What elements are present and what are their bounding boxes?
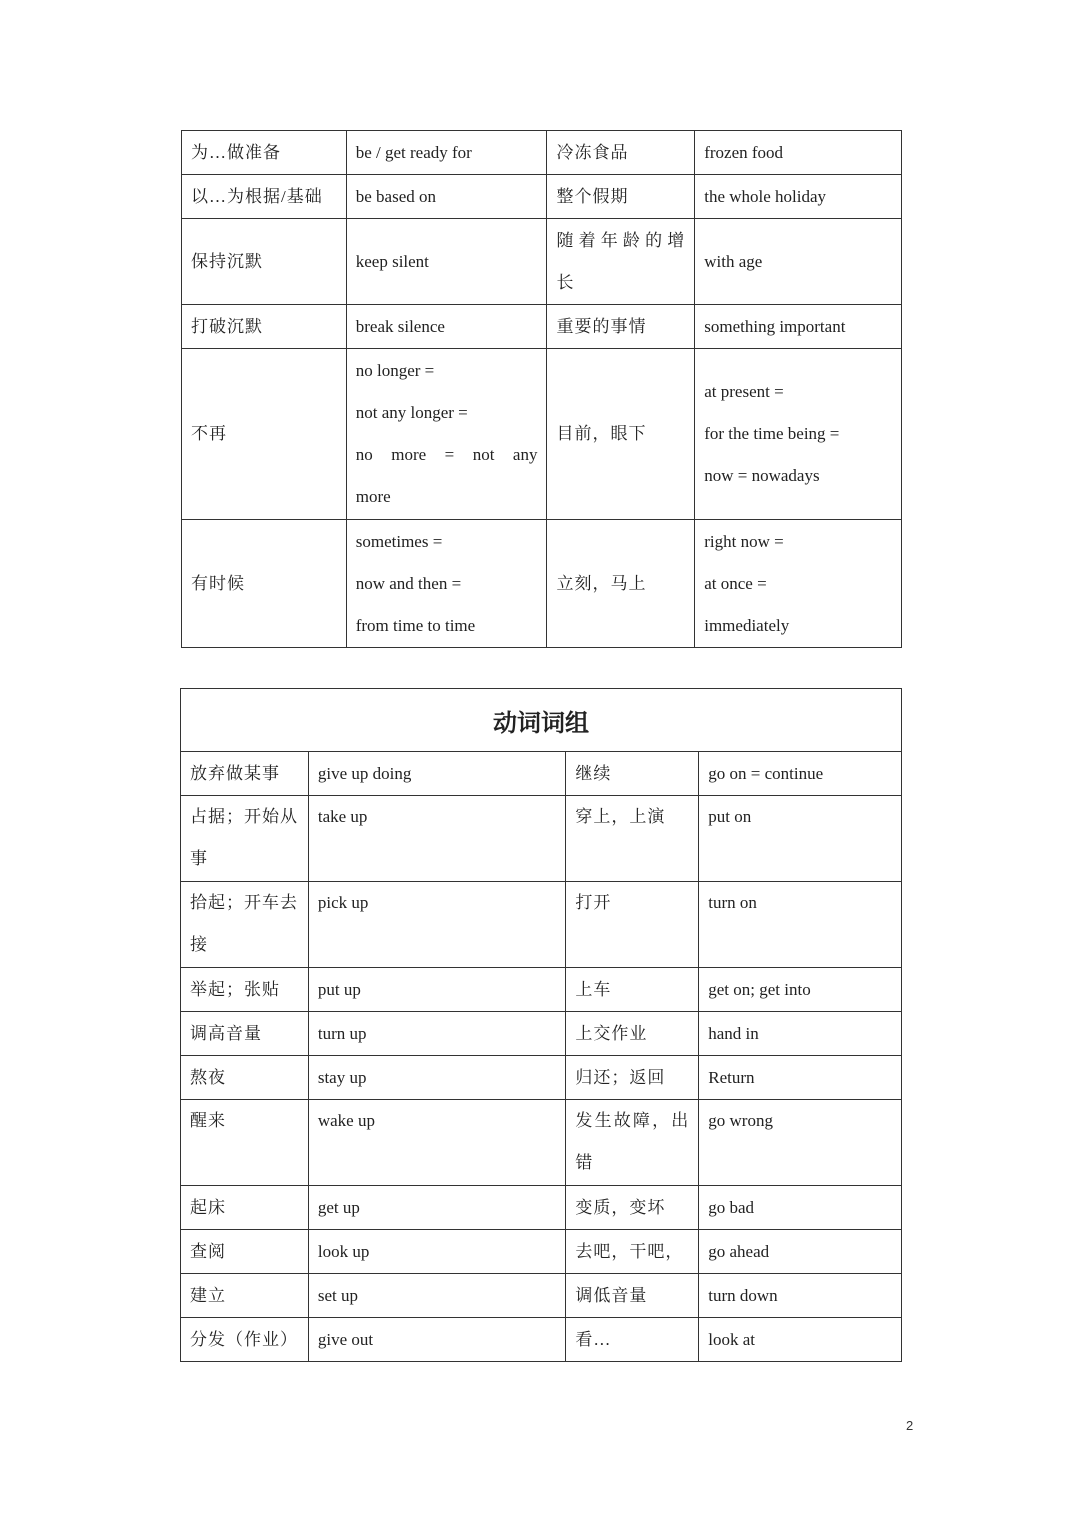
cell-chinese: 发生故障，出 错	[566, 1100, 699, 1186]
cell-chinese: 重要的事情	[547, 305, 695, 349]
cell-english: wake up	[308, 1100, 566, 1186]
verb-phrase-table	[180, 688, 902, 1362]
cell-english: with age	[695, 219, 902, 305]
phrase-table-1	[181, 130, 902, 648]
cell-english: get up	[308, 1186, 566, 1230]
cell-english: look at	[699, 1318, 902, 1362]
cell-chinese: 占据；开始从 事	[181, 796, 309, 882]
cell-english: give up doing	[308, 752, 566, 796]
table-title-row	[181, 689, 902, 752]
cell-english: sometimes = now and then = from time to time	[346, 520, 547, 648]
cell-chinese: 立刻，马上	[547, 520, 695, 648]
cell-chinese: 放弃做某事	[181, 752, 309, 796]
cell-english: turn on	[699, 882, 902, 968]
table-row	[181, 1230, 902, 1274]
cell-english: pick up	[308, 882, 566, 968]
cell-english: take up	[308, 796, 566, 882]
table-row	[182, 520, 902, 648]
cell-english: turn up	[308, 1012, 566, 1056]
cell-chinese: 变质，变坏	[566, 1186, 699, 1230]
cell-chinese: 冷冻食品	[547, 131, 695, 175]
cell-chinese: 举起；张贴	[181, 968, 309, 1012]
table-row	[181, 1318, 902, 1362]
cell-chinese: 醒来	[181, 1100, 309, 1186]
cell-english: right now = at once = immediately	[695, 520, 902, 648]
cell-english: get on; get into	[699, 968, 902, 1012]
cell-english: something important	[695, 305, 902, 349]
table-title: 动词词组	[181, 689, 902, 752]
table-row	[181, 1012, 902, 1056]
table-row	[181, 1274, 902, 1318]
cell-english: look up	[308, 1230, 566, 1274]
table-row	[181, 796, 902, 882]
cell-chinese: 上交作业	[566, 1012, 699, 1056]
table-row	[181, 968, 902, 1012]
table-row	[181, 1100, 902, 1186]
table-row	[181, 752, 902, 796]
cell-english: at present = for the time being = now = nowadays	[695, 349, 902, 520]
cell-english: break silence	[346, 305, 547, 349]
cell-english: frozen food	[695, 131, 902, 175]
cell-english: hand in	[699, 1012, 902, 1056]
cell-english: Return	[699, 1056, 902, 1100]
cell-chinese: 穿上，上演	[566, 796, 699, 882]
cell-chinese: 上车	[566, 968, 699, 1012]
cell-chinese: 归还；返回	[566, 1056, 699, 1100]
cell-chinese: 随着年龄的增 长	[547, 219, 695, 305]
cell-chinese: 打开	[566, 882, 699, 968]
cell-chinese: 以…为根据/基础	[182, 175, 347, 219]
cell-chinese: 起床	[181, 1186, 309, 1230]
cell-chinese: 目前，眼下	[547, 349, 695, 520]
cell-english: go on = continue	[699, 752, 902, 796]
table-row	[182, 349, 902, 520]
cell-english: put up	[308, 968, 566, 1012]
table-row	[182, 175, 902, 219]
cell-chinese: 整个假期	[547, 175, 695, 219]
cell-english: be based on	[346, 175, 547, 219]
cell-chinese: 调低音量	[566, 1274, 699, 1318]
cell-chinese: 看…	[566, 1318, 699, 1362]
cell-english: give out	[308, 1318, 566, 1362]
cell-chinese: 打破沉默	[182, 305, 347, 349]
table-row	[181, 1186, 902, 1230]
cell-chinese: 查阅	[181, 1230, 309, 1274]
cell-chinese: 继续	[566, 752, 699, 796]
cell-english: stay up	[308, 1056, 566, 1100]
cell-english: go ahead	[699, 1230, 902, 1274]
cell-english: set up	[308, 1274, 566, 1318]
cell-chinese: 为…做准备	[182, 131, 347, 175]
table-row	[182, 131, 902, 175]
cell-english: go wrong	[699, 1100, 902, 1186]
cell-chinese: 熬夜	[181, 1056, 309, 1100]
cell-chinese: 分发（作业）	[181, 1318, 309, 1362]
cell-chinese: 拾起；开车去 接	[181, 882, 309, 968]
cell-chinese: 不再	[182, 349, 347, 520]
table-row	[182, 305, 902, 349]
cell-english: the whole holiday	[695, 175, 902, 219]
cell-english: be / get ready for	[346, 131, 547, 175]
cell-english: no longer = not any longer = no more = not any more	[346, 349, 547, 520]
cell-chinese: 有时候	[182, 520, 347, 648]
table-row	[182, 219, 902, 305]
cell-english: go bad	[699, 1186, 902, 1230]
cell-chinese: 保持沉默	[182, 219, 347, 305]
cell-english: put on	[699, 796, 902, 882]
cell-chinese: 去吧，干吧，	[566, 1230, 699, 1274]
table-row	[181, 882, 902, 968]
page-number: 2	[906, 1418, 914, 1433]
cell-chinese: 建立	[181, 1274, 309, 1318]
cell-english: turn down	[699, 1274, 902, 1318]
cell-chinese: 调高音量	[181, 1012, 309, 1056]
table-row	[181, 1056, 902, 1100]
cell-english: keep silent	[346, 219, 547, 305]
